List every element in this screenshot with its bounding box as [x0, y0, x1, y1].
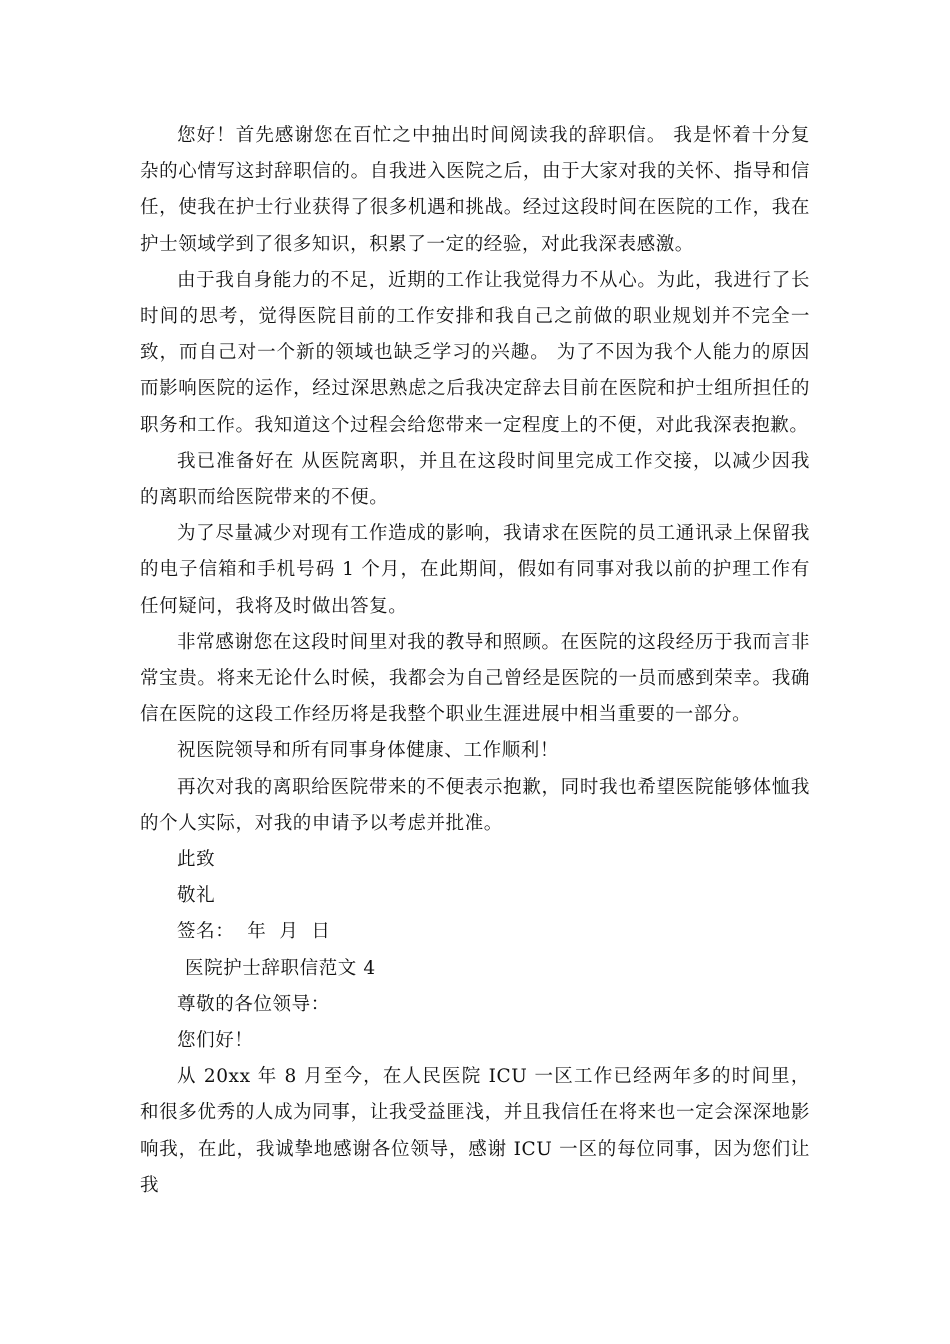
paragraph-opening: 您好！首先感谢您在百忙之中抽出时间阅读我的辞职信。 我是怀着十分复杂的心情写这封辞职信的。自我进入医院之后，由于大家对我的关怀、指导和信任，使我在护士行业获得了很多机遇和挑战。经过这段时间在医院的工作，我在护士领域学到了很多知识，积累了一定的经验，对此我深表感激。 [140, 125, 810, 255]
paragraph-reason: 由于我自身能力的不足，近期的工作让我觉得力不从心。为此，我进行了长时间的思考，觉得医院目前的工作安排和我自己之前做的职业规划并不完全一致，而自己对一个新的领域也缺乏学习的兴趣。 为了不因为我个人能力的原因而影响医院的运作，经过深思熟虑之后我决定辞去目前在医院和护士组所担任的职务和工作。我知道这个过程会给您带来一定程度上的不便，对此我深表抱歉。 [140, 269, 810, 436]
closing-line: 此致 [177, 849, 216, 871]
signature-line: 签名： 年 月 日 [177, 921, 331, 943]
salute-line: 敬礼 [177, 885, 216, 907]
hello-line: 您们好！ [177, 1030, 254, 1052]
paragraph-next-letter: 从 20xx 年 8 月至今，在人民医院 ICU 一区工作已经两年多的时间里，和很多优秀的人成为同事，让我受益匪浅，并且我信任在将来也一定会深深地影响我，在此，我诚挚地感谢各位领导，感谢 ICU 一区的每位同事，因为您们让我 [140, 1066, 810, 1196]
greeting-line: 尊敬的各位领导： [177, 993, 330, 1015]
paragraph-apology: 再次对我的离职给医院带来的不便表示抱歉，同时我也希望医院能够体恤我的个人实际，对我的申请予以考虑并批准。 [140, 776, 810, 834]
section-title: 医院护士辞职信范文 4 [185, 957, 376, 979]
letter-body [140, 118, 810, 1204]
paragraph-departure: 我已准备好在 从医院离职，并且在这段时间里完成工作交接，以减少因我的离职而给医院带来的不便。 [140, 450, 810, 509]
paragraph-thanks: 非常感谢您在这段时间里对我的教导和照顾。在医院的这段经历于我而言非常宝贵。将来无论什么时候，我都会为自己曾经是医院的一员而感到荣幸。我确信在医院的这段工作经历将是我整个职业生涯进展中相当重要的一部分。 [140, 631, 810, 726]
paragraph-contact: 为了尽量减少对现有工作造成的影响，我请求在医院的员工通讯录上保留我的电子信箱和手机号码 1 个月，在此期间，假如有同事对我以前的护理工作有任何疑问，我将及时做出答复。 [140, 523, 810, 617]
paragraph-wishes: 祝医院领导和所有同事身体健康、工作顺利！ [177, 740, 560, 762]
